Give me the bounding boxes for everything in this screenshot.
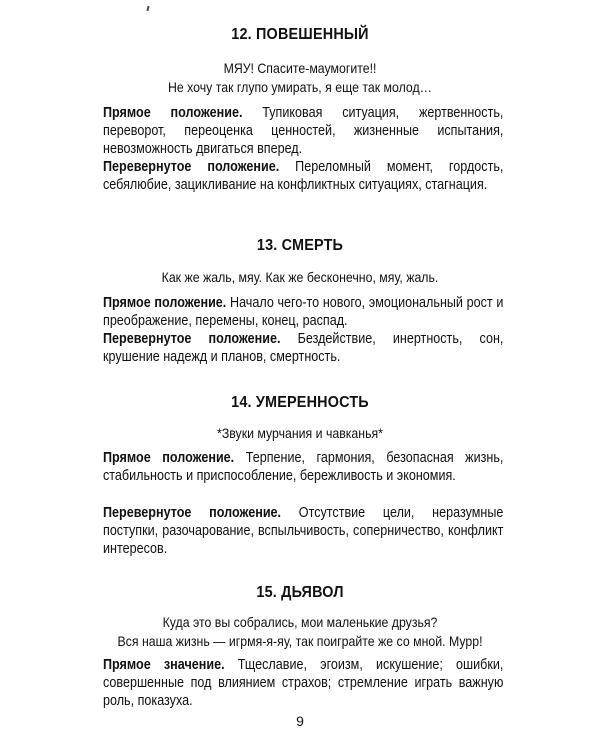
- section-quote-line: Вся наша жизнь — игрмя-я-яу, так поиграйте же со мной. Мурр!: [117, 633, 483, 649]
- reversed-text: Бездействие, инертность, сон, крушение надежд и планов, смертность.: [103, 331, 504, 365]
- reversed-text: Отсутствие цели, неразумные поступки, разочарование, вспыльчивость, соперничество, конфликт интересов.: [103, 505, 504, 557]
- upright-text: Тщеславие, эгоизм, искушение; ошибки, совершенные под влиянием страхов; стремление играть важную роль, показуха.: [103, 657, 504, 709]
- reversed-label: Перевернутое положение.: [103, 159, 280, 175]
- reversed-label: Перевернутое положение.: [103, 505, 282, 521]
- upright-paragraph: [103, 449, 503, 485]
- upright-label: Прямое положение.: [103, 105, 243, 121]
- reversed-paragraph: [103, 158, 503, 194]
- upright-paragraph: [103, 104, 503, 158]
- upright-label: Прямое положение.: [103, 295, 227, 311]
- section-quote-line: Как же жаль, мяу. Как же бесконечно, мяу, жаль.: [161, 269, 439, 285]
- page-number: 9: [296, 713, 304, 729]
- upright-label: Прямое положение.: [103, 450, 235, 466]
- upright-text: Тупиковая ситуация, жертвенность, переворот, переоценка ценностей, жизненные испытания, невозможность двигаться вперед.: [103, 105, 504, 157]
- section-title-death: 13. СМЕРТЬ: [256, 237, 344, 254]
- section-quote-line: *Звуки мурчания и чавканья*: [217, 425, 383, 441]
- reversed-label: Перевернутое положение.: [103, 331, 281, 347]
- section-quote-line: Куда это вы собрались, мои маленькие друзья?: [162, 614, 438, 630]
- section-title-hanged-man: 12. ПОВЕШЕННЫЙ: [231, 26, 369, 43]
- upright-label: Прямое значение.: [103, 657, 225, 673]
- upright-paragraph: [103, 656, 503, 710]
- upright-text: Начало чего-то нового, эмоциональный рост и преображение, перемены, конец, распад.: [103, 295, 504, 329]
- section-quote-line: МЯУ! Спасите-маумогите!!: [223, 60, 377, 76]
- print-speck: [146, 6, 149, 11]
- reversed-text: Переломный момент, гордость, себялюбие, зацикливание на конфликтных ситуациях, стагнация.: [103, 159, 504, 193]
- upright-paragraph: [103, 294, 503, 330]
- section-title-temperance: 14. УМЕРЕННОСТЬ: [231, 394, 369, 411]
- upright-text: Терпение, гармония, безопасная жизнь, стабильность и приспособление, бережливость и экономия.: [103, 450, 504, 484]
- section-title-devil: 15. ДЬЯВОЛ: [256, 584, 344, 601]
- section-quote-line: Не хочу так глупо умирать, я еще так молод…: [167, 79, 433, 95]
- reversed-paragraph: [103, 504, 503, 558]
- reversed-paragraph: [103, 330, 503, 366]
